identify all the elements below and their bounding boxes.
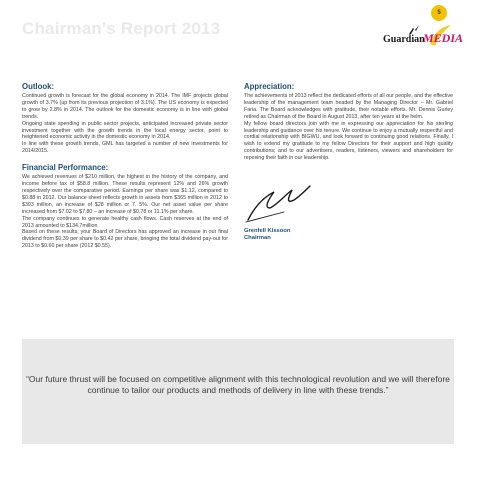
page-title: Chairman's Report 2013 bbox=[22, 19, 221, 38]
guardian-media-logo bbox=[383, 30, 464, 52]
right-column bbox=[244, 82, 453, 242]
outlook-paragraph-3: In line with these growth trends, GML has targeted a number of new investments for 2014/2015. bbox=[22, 141, 228, 155]
signatory-title: Chairman bbox=[244, 235, 271, 242]
financial-paragraph-3: Based on these results, your Board of Directors has approved an increase in our final dividend from $0.39 per share to $0.42 per share, bringing the total dividend pay-out for 2013 to $0.60 per share (2012 $0.55). bbox=[22, 229, 228, 250]
appreciation-paragraph-1: The achievements of 2013 reflect the dedicated efforts of all our people, and the effective leadership of the management team headed by the Managing Director – Mr. Gabriel Faria. The Board acknowledges with gratitude, their notable efforts. Mr. Dennis Gurley retired as Chairman of the Board in August 2013, after ten years at the helm. bbox=[244, 93, 453, 120]
outlook-paragraph-2: Ongoing state spending in public sector projects, anticipated increased private sector investment together with the growth trends in the local energy sector, point to heightened economic activity in the domestic economy in 2014. bbox=[22, 120, 228, 141]
outlook-heading: Outlook: bbox=[22, 82, 55, 91]
pull-quote-box bbox=[22, 339, 454, 444]
logo-wordmark-guardian: Guardian bbox=[383, 34, 425, 45]
financial-paragraph-2: The company continues to generate healthy cash flows. Cash reserves at the end of 2013 amounted to $134.7million bbox=[22, 215, 228, 229]
signatory-name: Grenfell Kissoon bbox=[244, 228, 291, 235]
page-number-badge: 5 bbox=[431, 5, 447, 21]
appreciation-heading: Appreciation: bbox=[244, 82, 295, 91]
signature bbox=[244, 178, 453, 228]
appreciation-paragraph-2: My fellow board directors join with me in expressing our appreciation for his sterling leadership and guidance over his tenure. We continue to enjoy a mutually respectful and cordial relationship with BIGWU, and look forward to continuing good relations. Finally, I wish to extend my gratitude to my fellow Directors for their support and high quality contributions; and to our advertisers, readers, listeners, viewers and shareholders for reposing their faith in our leadership. bbox=[244, 120, 453, 162]
pull-quote-text: “Our future thrust will be focused on competitive alignment with this technological revolution and we will therefore continue to tailor our products and methods of delivery in line with these trends.” bbox=[26, 374, 450, 395]
outlook-paragraph-1: Continued growth is forecast for the global economy in 2014. The IMF projects global growth of 3.7% (up from its previous projection of 3.1%). The US economy is expected to grow by 2.8% in 2014. The outlook for the domestic economy is in line with global trends. bbox=[22, 93, 228, 120]
handwritten-signature-icon bbox=[244, 178, 314, 224]
left-column bbox=[22, 82, 228, 250]
financial-paragraph-1: We achieved revenues of $210 million, the highest in the history of the company, and income before tax of $58.8 million. These results represent 12% and 26% growth respectively over the comparative period. Earnings per share was $1.12, compared to $0.88 in 2012. Our balance sheet reflects growth in assets from $365 million in 2012 to $393 million, an increase of $28 million or 7. 5%. Our net asset value per share increased from $7.02 to $7.80 – an increase of $0.78 or 11.1% per share. bbox=[22, 174, 228, 215]
financial-performance-heading: Financial Performance: bbox=[22, 163, 109, 173]
logo-wordmark-media: MEDIA bbox=[423, 31, 464, 45]
